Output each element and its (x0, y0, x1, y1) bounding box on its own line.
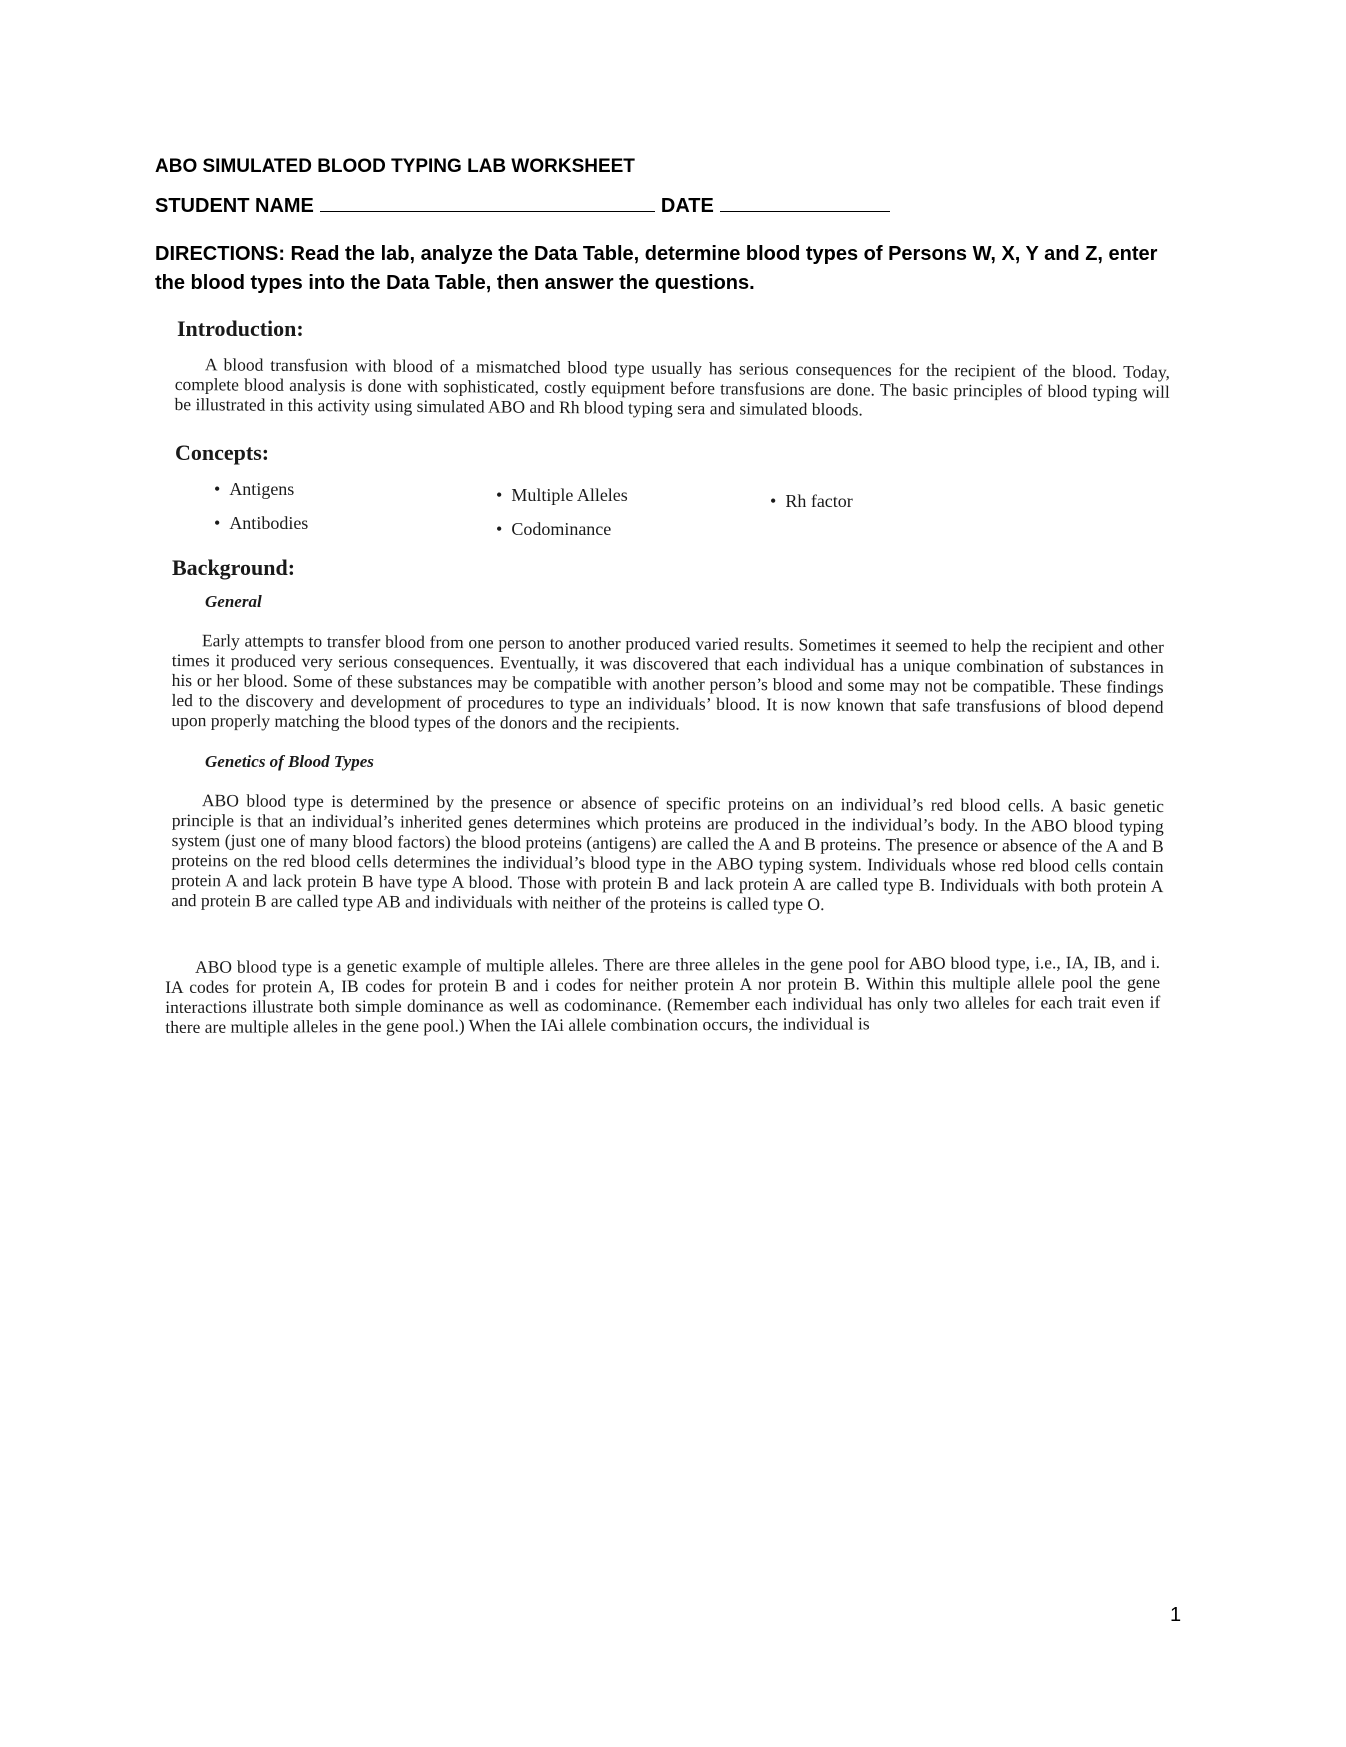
page-number: 1 (1170, 1604, 1182, 1626)
introduction-text: A blood transfusion with blood of a mismatched blood type usually has serious consequences for the recipient of the blood. Today, complete blood analysis is done with sophisticated, costly equipment before transfusions are done. The basic principles of blood typing will be illustrated in this activity using simulated ABO and Rh blood typing sera and simulated bloods. (174, 354, 1170, 420)
concepts-heading: Concepts: (175, 440, 270, 465)
student-info-line (155, 195, 896, 218)
concept-item: • Codominance (496, 519, 612, 539)
introduction-heading: Introduction: (177, 316, 304, 341)
genetics-text-1: ABO blood type is determined by the presence or absence of specific proteins on an individual’s red blood cells. A basic genetic principle is that an individual’s inherited genes determines which proteins are produced in the individual’s body. In the ABO blood typing system (just one of many blood factors) the blood proteins (antigens) are called the A and B proteins. The presence or absence of the A and B proteins on the red blood cells determines the individual’s blood type in the ABO typing system. Individuals whose red blood cells contain protein A and lack protein B have type A blood. Those with protein B and lack protein A are called type B. Individuals with both protein A and protein B are called type AB and individuals with neither of the proteins is called type O. (171, 790, 1164, 914)
general-text: Early attempts to transfer blood from one person to another produced varied results. Sometimes it seemed to help the recipient and other times it produced very serious consequences. Eventually, it was discovered that each individual has a unique combination of substances in his or her blood. Some of these substances may be compatible with another person’s blood and some may not be compatible. These findings led to the discovery and development of procedures to type an individuals’ blood. It is now known that safe transfusions of blood depend upon properly matching the blood types of the donors and the recipients. (171, 630, 1164, 734)
date-label: DATE (660, 195, 714, 217)
background-heading: Background: (172, 555, 296, 580)
worksheet-title: ABO SIMULATED BLOOD TYPING LAB WORKSHEET (155, 156, 635, 177)
student-name-blank[interactable] (320, 195, 655, 212)
genetics-text-2: ABO blood type is a genetic example of multiple alleles. There are three alleles in the gene pool for ABO blood type, i.e., IA, IB, and i. IA codes for protein A, IB codes for protein B and i codes for neither protein A nor protein B. Within this multiple allele pool the gene interactions illustrate both simple dominance as well as codominance. (Remember each individual has only two alleles for each trait even if there are multiple alleles in the gene pool.) When the IAi allele combination occurs, the individual is (165, 951, 1161, 1037)
concept-item: • Rh factor (770, 491, 853, 511)
concept-item: • Multiple Alleles (496, 485, 628, 505)
date-blank[interactable] (720, 195, 890, 212)
concept-item: • Antibodies (214, 513, 309, 533)
concept-item: • Antigens (214, 479, 295, 499)
directions-text: DIRECTIONS: Read the lab, analyze the Data Table, determine blood types of Persons W, X, Y and Z, enter the blood types into the Data Table, then answer the questions. (155, 243, 1158, 294)
genetics-subheading: Genetics of Blood Types (205, 752, 374, 771)
general-subheading: General (205, 592, 262, 611)
student-name-label: STUDENT NAME (155, 195, 314, 217)
